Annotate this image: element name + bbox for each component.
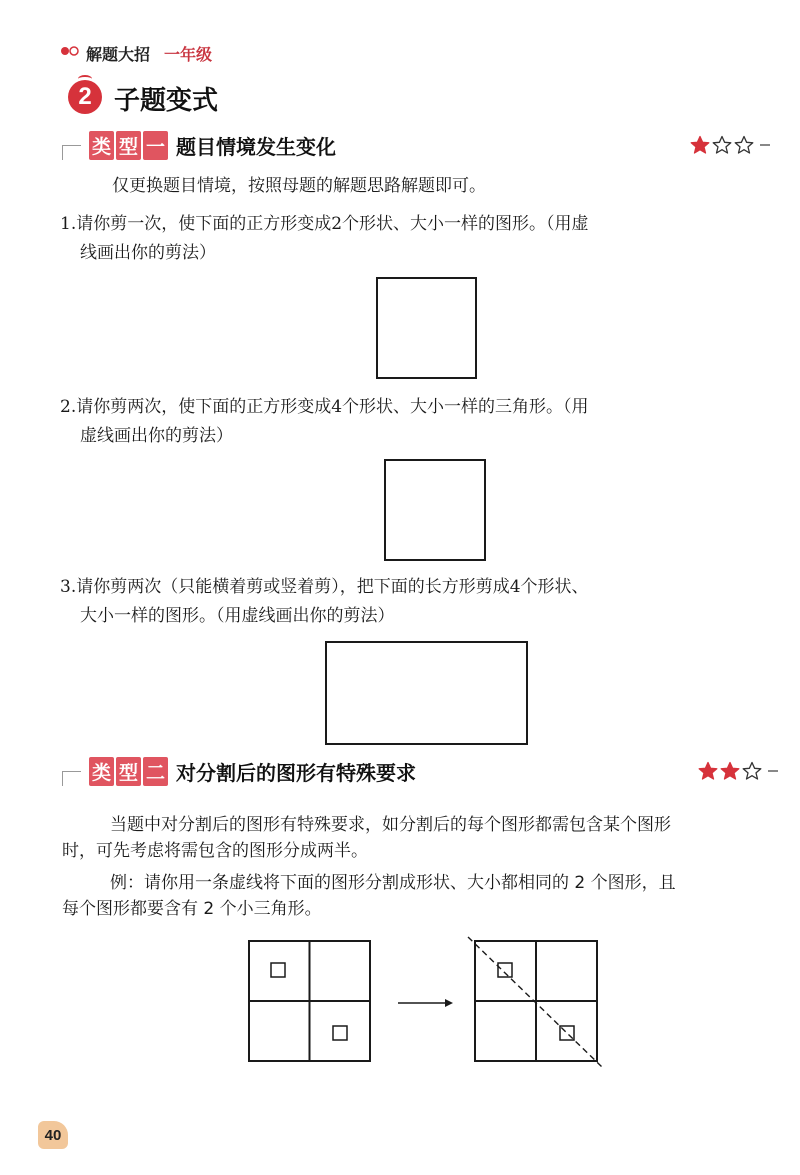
star-filled-icon bbox=[690, 135, 710, 155]
type2-chip-3: 二 bbox=[143, 757, 168, 786]
type2-para2-line2: 每个图形都要含有 2 个小三角形。 bbox=[62, 899, 322, 919]
type2-paragraph-2 bbox=[62, 870, 782, 922]
question-2-line2: 虚线画出你的剪法） bbox=[80, 426, 233, 446]
star-filled-icon bbox=[698, 761, 718, 781]
section-number-badge: 2 bbox=[68, 80, 102, 114]
star-outline-icon bbox=[742, 761, 762, 781]
page-number: 40 bbox=[38, 1121, 68, 1149]
question-2-square bbox=[384, 459, 486, 561]
type1-intro: 仅更换题目情境，按照母题的解题思路解题即可。 bbox=[112, 176, 486, 196]
star-outline-icon bbox=[712, 135, 732, 155]
star-outline-icon bbox=[734, 135, 754, 155]
example-grid-after bbox=[468, 937, 602, 1067]
star-filled-icon bbox=[720, 761, 740, 781]
type2-para1-line2: 时，可先考虑将需包含的图形分成两半。 bbox=[62, 841, 368, 861]
type2-para2-line1: 例：请你用一条虚线将下面的图形分割成形状、大小都相同的 2 个图形，且 bbox=[110, 873, 676, 893]
question-1-line1: 1.请你剪一次，使下面的正方形变成2个形状、大小一样的图形。（用虚 bbox=[60, 214, 589, 234]
type1-title: 题目情境发生变化 bbox=[176, 134, 337, 159]
corner-mark bbox=[62, 771, 81, 786]
running-header bbox=[86, 42, 212, 65]
book-title: 解题大招 bbox=[86, 45, 151, 64]
type1-chip-3: 一 bbox=[143, 131, 168, 160]
small-square-bottom-right bbox=[333, 1026, 347, 1040]
header-dots-icon bbox=[60, 46, 80, 56]
type2-chip-1: 类 bbox=[89, 757, 114, 786]
question-1-line2: 线画出你的剪法） bbox=[80, 243, 216, 263]
example-grid-before bbox=[249, 941, 370, 1061]
type1-chip-2: 型 bbox=[116, 131, 141, 160]
type1-difficulty-stars bbox=[690, 134, 770, 156]
type2-chip-2: 型 bbox=[116, 757, 141, 786]
stars-tail-line bbox=[768, 770, 778, 772]
question-3 bbox=[60, 573, 589, 631]
section-title: 子题变式 bbox=[114, 86, 219, 116]
question-1 bbox=[60, 210, 589, 268]
type2-paragraph-1 bbox=[62, 812, 782, 864]
small-square-top-left bbox=[271, 963, 285, 977]
question-3-line1: 3.请你剪两次（只能横着剪或竖着剪），把下面的长方形剪成4个形状、 bbox=[60, 577, 589, 597]
type2-para1-line1: 当题中对分割后的图形有特殊要求，如分割后的每个图形都需包含某个图形 bbox=[110, 815, 671, 835]
arrow-icon bbox=[398, 999, 453, 1007]
example-figure bbox=[240, 935, 620, 1070]
grade-label: 一年级 bbox=[164, 45, 213, 64]
question-1-square bbox=[376, 277, 477, 379]
type2-heading bbox=[62, 756, 416, 786]
question-2 bbox=[60, 393, 589, 451]
corner-mark bbox=[62, 145, 81, 160]
type2-difficulty-stars bbox=[698, 760, 778, 782]
type2-title: 对分割后的图形有特殊要求 bbox=[176, 760, 417, 785]
type1-chip-1: 类 bbox=[89, 131, 114, 160]
type1-heading bbox=[62, 130, 336, 160]
question-3-line2: 大小一样的图形。（用虚线画出你的剪法） bbox=[80, 606, 395, 626]
stars-tail-line bbox=[760, 144, 770, 146]
question-2-line1: 2.请你剪两次，使下面的正方形变成4个形状、大小一样的三角形。（用 bbox=[60, 397, 589, 417]
question-3-rectangle bbox=[325, 641, 528, 745]
